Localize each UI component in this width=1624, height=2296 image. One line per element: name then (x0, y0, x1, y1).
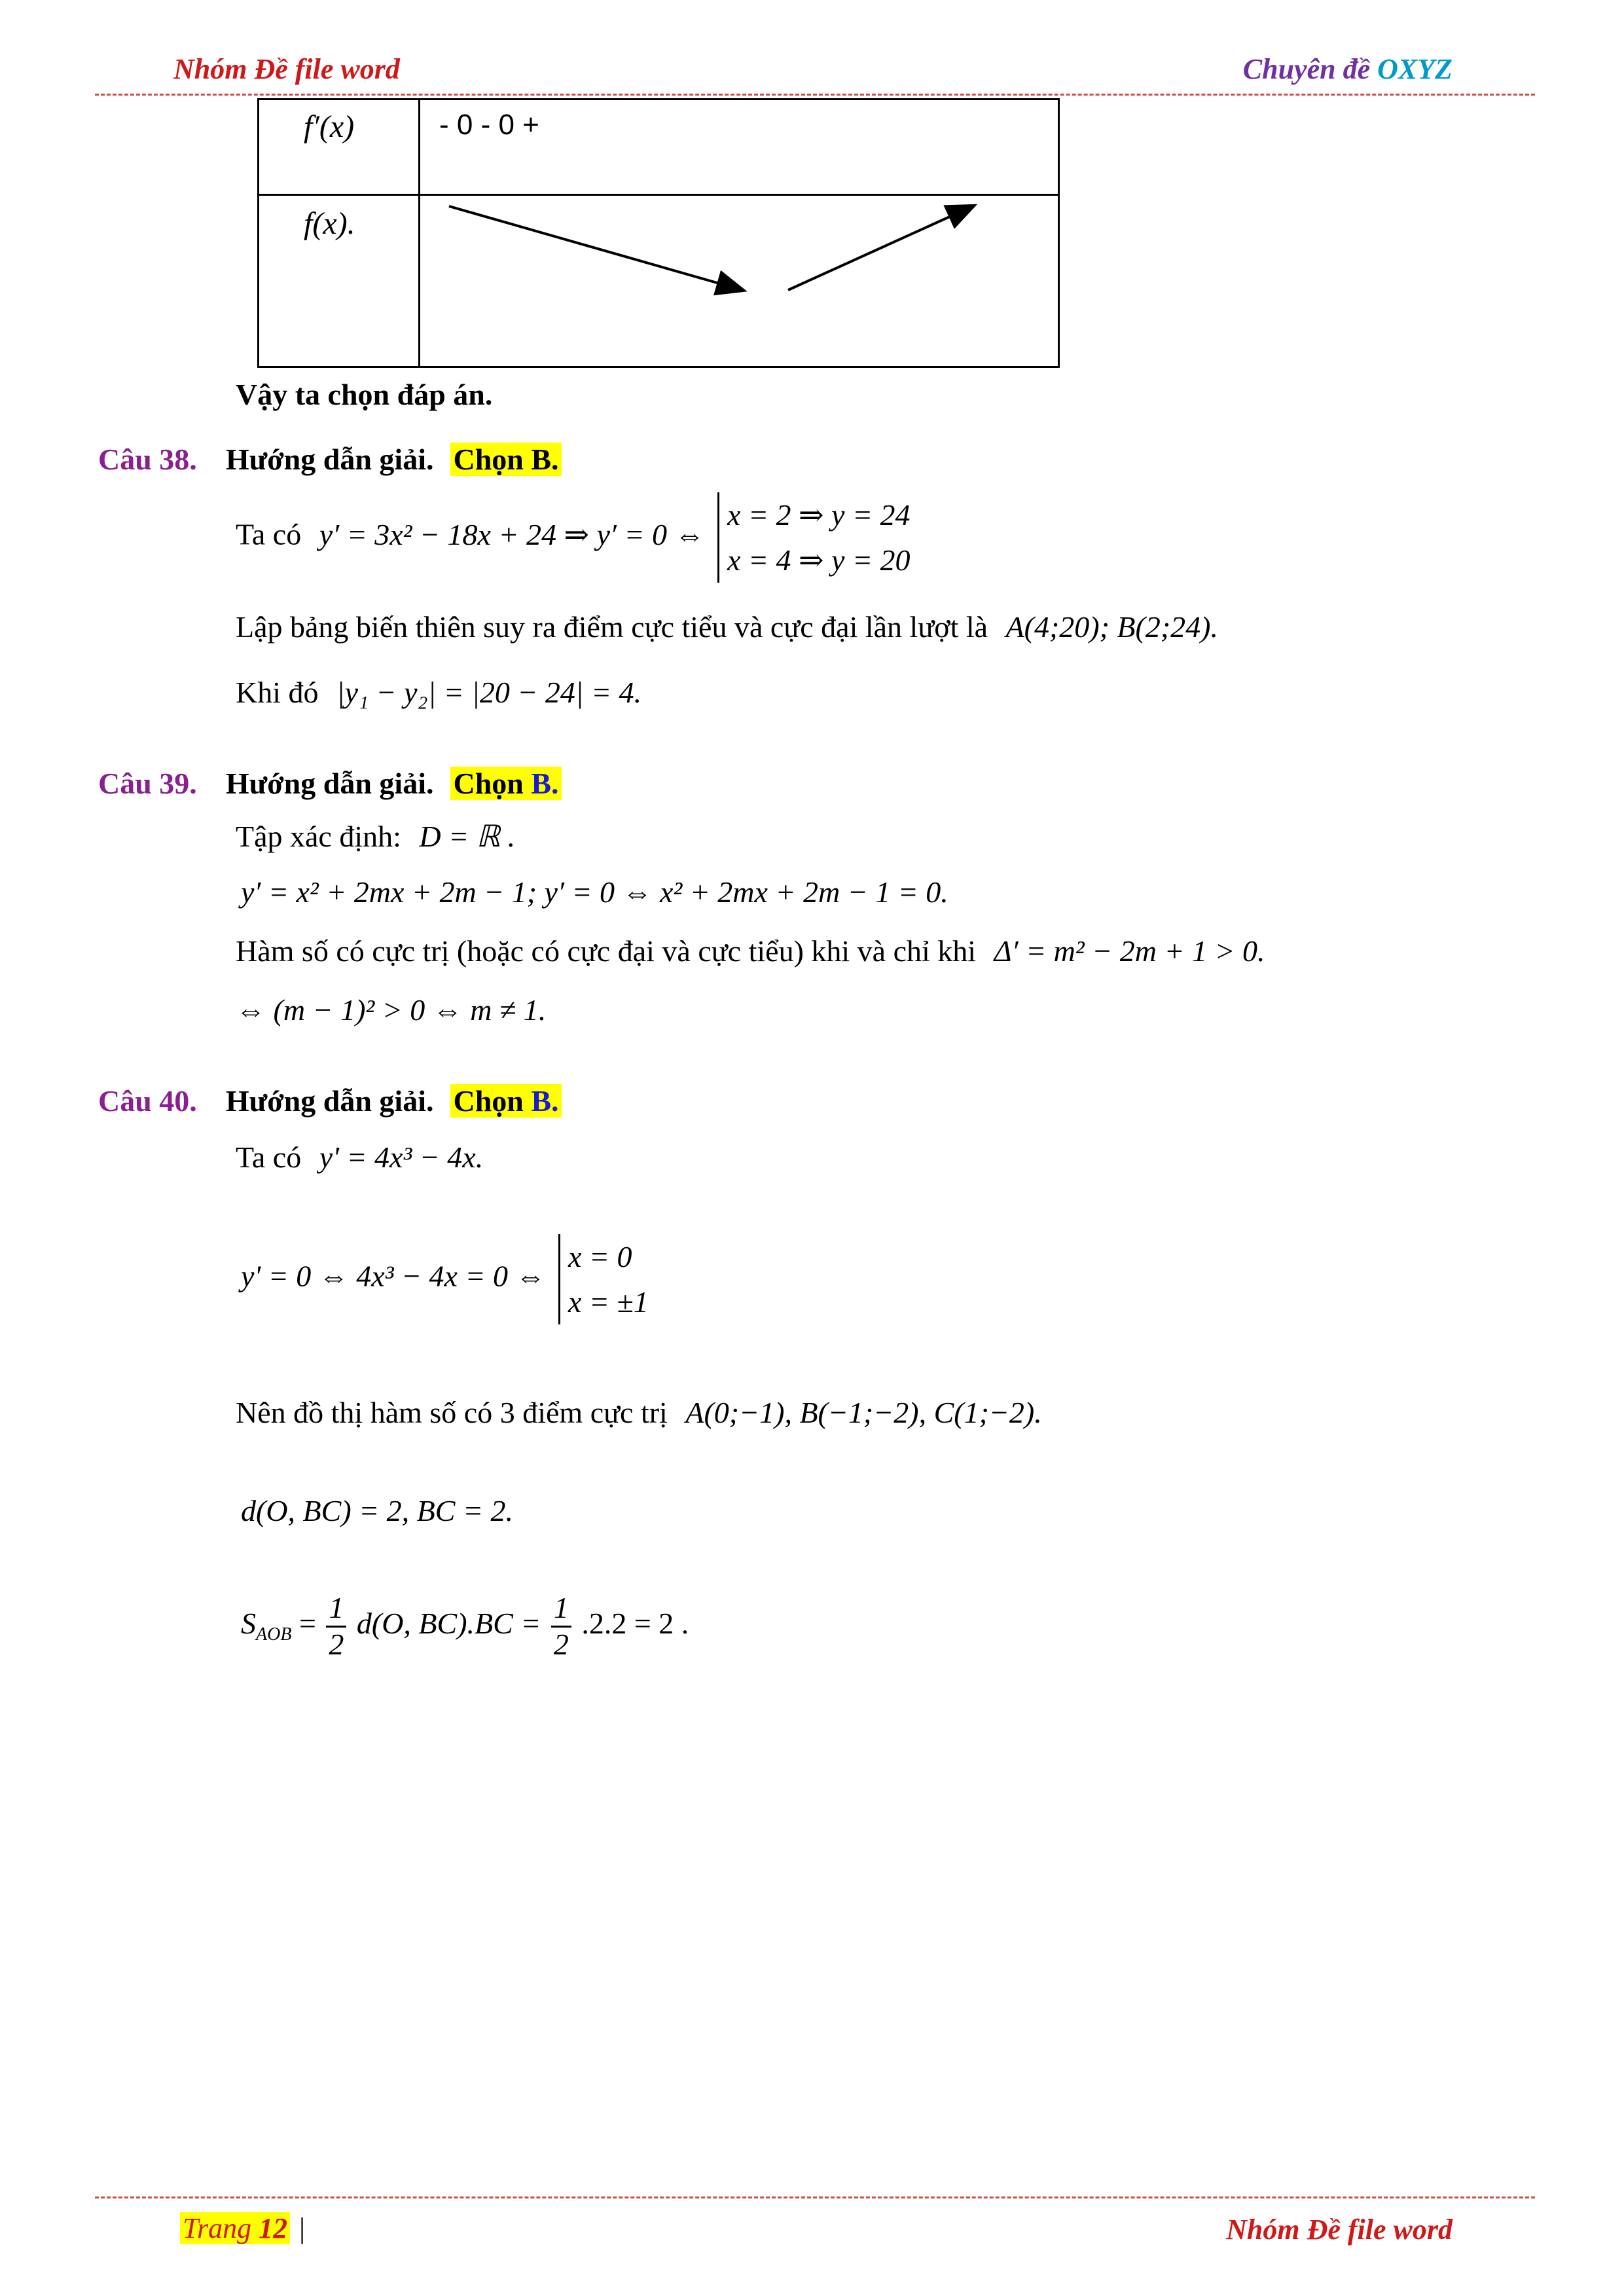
q38-guide: Hướng dẫn giải. (225, 443, 434, 476)
q38-line1 (236, 492, 911, 583)
q38-line2-points: A(4;20); B(2;24). (1005, 610, 1218, 644)
q40-line3 (236, 1394, 1042, 1430)
header-right-title (1243, 52, 1453, 86)
table-fprime-label: f′(x) (304, 109, 355, 144)
q40-line3-text: Nên đồ thị hàm số có 3 điểm cực trị (236, 1396, 668, 1429)
q40-line5-sub: AOB (256, 1624, 292, 1645)
q39-line1-eq: D = ℝ . (419, 820, 516, 853)
header-right-topic: OXYZ (1377, 53, 1453, 85)
q38-line2 (236, 609, 1218, 645)
q40-frac-1 (326, 1591, 346, 1662)
footer-right-title: Nhóm Đề file word (1226, 2214, 1453, 2246)
q39-line2: y′ = x² + 2mx + 2m − 1; y′ = 0 ⇔ x² + 2mx + 2m − 1 = 0. (241, 875, 948, 909)
q40-line5-mid: d(O, BC).BC = (356, 1606, 541, 1640)
q38-case1: x = 2 ⇒ y = 24 (727, 498, 911, 532)
q38-line3-eq: |y₁ − y₂| = |20 − 24| = 4. (336, 676, 642, 709)
q39-line3 (236, 933, 1265, 969)
decrease-arrow (449, 206, 742, 290)
q39-line3-eq: Δ′ = m² − 2m + 1 > 0. (994, 934, 1265, 968)
footer-page-num: 12 (259, 2212, 288, 2244)
q39-line3-text: Hàm số có cực trị (hoặc có cực đại và cực tiểu) khi và chỉ khi (236, 934, 977, 968)
q40-line5: $S_{AOB}$ = $\frac{1}{2}$ d(O, BC).BC = $\frac{1}{2}$ .2.2 = 2 . (241, 1591, 689, 1661)
footer-page (180, 2212, 305, 2245)
q40-frac-2-den: 2 (553, 1627, 569, 1661)
q40-line3-points: A(0;−1), B(−1;−2), C(1;−2). (685, 1396, 1042, 1429)
q40-guide: Hướng dẫn giải. (225, 1084, 434, 1118)
q40-line2 (241, 1234, 649, 1324)
q38-case2: x = 4 ⇒ y = 20 (727, 543, 911, 577)
footer-page-label (180, 2212, 290, 2244)
q40-frac-2-num: 1 (551, 1591, 571, 1628)
q40-heading (98, 1084, 562, 1118)
q40-answer (450, 1084, 561, 1118)
q40-line1 (236, 1139, 483, 1175)
q38-answer: Chọn B. (450, 443, 561, 476)
header-left-title: Nhóm Đề file word (173, 53, 400, 85)
q38-line1-prefix: Ta có (236, 517, 302, 551)
q38-line3-prefix: Khi đó (236, 676, 319, 709)
q40-answer-prefix: Chọn (453, 1084, 532, 1118)
q40-cases (558, 1234, 649, 1324)
q39-line4: ⇔ (m − 1)² > 0 ⇔ m ≠ 1. (236, 993, 547, 1027)
footer-page-word: Trang (183, 2212, 259, 2244)
q39-answer (450, 767, 561, 800)
q39-line1-prefix: Tập xác định: (236, 820, 401, 853)
q38-line3 (236, 674, 641, 710)
conclusion-text: Vậy ta chọn đáp án. (236, 378, 493, 411)
q39-heading (98, 766, 562, 801)
q40-case1: x = 0 (568, 1240, 632, 1273)
table-f-label: f(x). (304, 206, 355, 241)
table-fprime-signs: - 0 - 0 + (439, 109, 539, 141)
q38-label: Câu 38. (98, 443, 197, 476)
q40-frac-1-num: 1 (326, 1591, 346, 1628)
increase-arrow (788, 206, 973, 290)
q40-line2-eq: y' = 0 ⇔ 4x³ − 4x = 0 ⇔ (241, 1259, 546, 1293)
footer-rule (95, 2196, 1535, 2198)
q40-frac-2 (551, 1591, 571, 1662)
q40-line5-end: .2.2 = 2 . (581, 1606, 689, 1640)
q39-answer-prefix: Chọn (453, 767, 532, 800)
q40-answer-letter: B. (531, 1084, 559, 1118)
header-right-prefix: Chuyên đề (1242, 53, 1378, 85)
footer-separator: | (299, 2212, 305, 2244)
q40-line1-prefix: Ta có (236, 1140, 302, 1174)
q38-line2-text: Lập bảng biến thiên suy ra điểm cực tiểu và cực đại lần lượt là (236, 610, 988, 644)
q40-frac-1-den: 2 (329, 1627, 344, 1661)
variation-table (257, 98, 1060, 368)
q38-heading (98, 442, 562, 477)
table-arrows (259, 100, 1058, 366)
header-rule (95, 94, 1535, 96)
q40-case2: x = ±1 (568, 1285, 649, 1319)
q39-guide: Hướng dẫn giải. (225, 767, 434, 800)
q38-cases (717, 492, 910, 583)
q40-label: Câu 40. (98, 1084, 197, 1118)
q40-line1-eq: y' = 4x³ − 4x. (319, 1140, 484, 1174)
q39-label: Câu 39. (98, 767, 197, 800)
q38-line1-eq: y′ = 3x² − 18x + 24 ⇒ y′ = 0 ⇔ (319, 517, 705, 551)
q39-line1 (236, 818, 515, 854)
q40-line5-lhs: S (241, 1606, 256, 1640)
q40-line4: d(O, BC) = 2, BC = 2. (241, 1494, 513, 1527)
q39-answer-letter: B. (531, 767, 559, 800)
